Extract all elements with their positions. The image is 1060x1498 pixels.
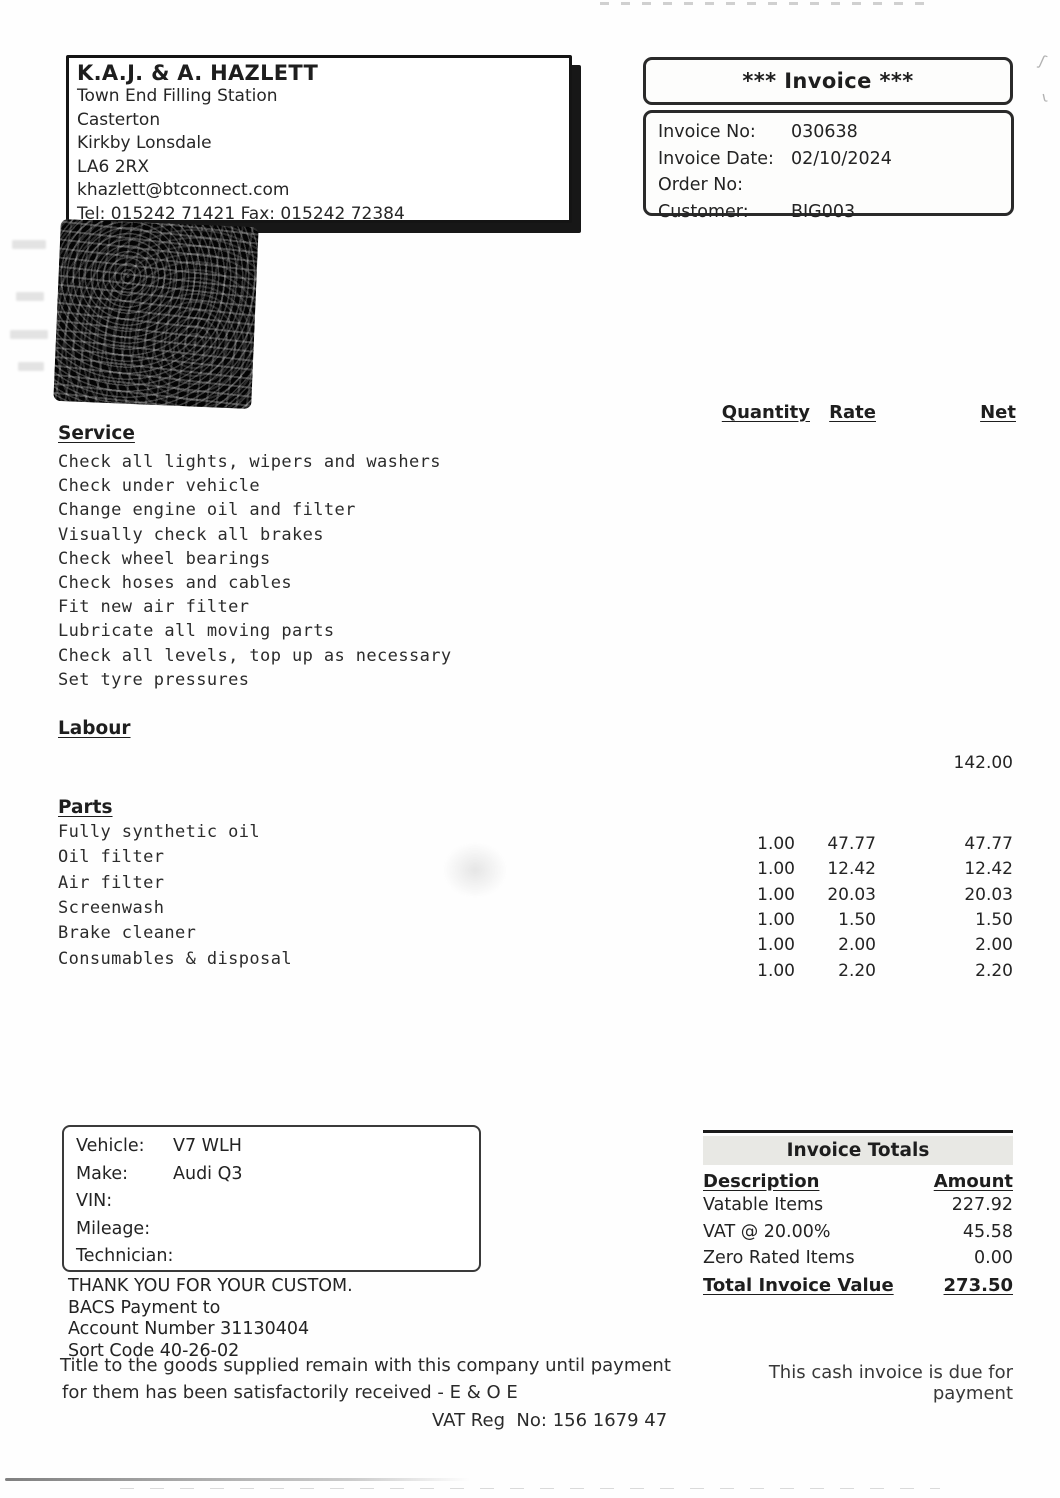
invoice-number-label: Invoice No:: [658, 122, 756, 142]
mileage-row: [76, 1216, 479, 1244]
part-quantity: 1.00: [757, 910, 795, 930]
service-item: Check all levels, top up as necessary: [58, 645, 452, 666]
service-item: Check wheel bearings: [58, 548, 271, 569]
make-row: [76, 1161, 479, 1189]
company-address-line: Casterton: [77, 109, 161, 130]
totals-row-amount: 227.92: [951, 1195, 1013, 1215]
scan-ghost-mark: [12, 240, 46, 249]
invoice-date-value: 02/10/2024: [791, 148, 892, 169]
part-net: 2.00: [975, 935, 1013, 955]
invoice-totals-panel: [703, 1130, 1013, 1300]
part-quantity: 1.00: [757, 935, 795, 955]
part-rate: 47.77: [827, 834, 876, 854]
redacted-customer-address: [53, 219, 258, 409]
technician-row: [76, 1243, 479, 1271]
vehicle-row: [76, 1133, 479, 1161]
totals-row-amount: 45.58: [962, 1221, 1013, 1242]
totals-header-row: [703, 1171, 1013, 1192]
company-address-box: [66, 55, 572, 223]
vehicle-value: V7 WLH: [173, 1136, 242, 1156]
section-heading-labour: Labour: [58, 718, 131, 739]
company-address-line: Town End Filling Station: [77, 86, 278, 106]
scan-ghost-mark: [10, 330, 48, 339]
company-email: khazlett@btconnect.com: [77, 180, 290, 200]
scan-artifact-line: [5, 1478, 470, 1481]
totals-amount-header: Amount: [933, 1171, 1013, 1192]
totals-row-label: Zero Rated Items: [703, 1248, 855, 1268]
totals-row-vatable: [703, 1192, 1013, 1219]
vehicle-details-box: [62, 1125, 481, 1272]
part-quantity: 1.00: [757, 834, 795, 854]
part-name: Oil filter: [58, 847, 165, 867]
vin-label: VIN:: [76, 1191, 113, 1212]
sort-code-text: Sort Code 40-26-02: [68, 1340, 240, 1361]
customer-row: [658, 199, 1011, 226]
invoice-title: *** Invoice ***: [742, 69, 914, 93]
part-name: Brake cleaner: [58, 923, 197, 943]
pen-mark: ʃ: [1036, 51, 1049, 71]
totals-description-header: Description: [703, 1171, 820, 1192]
customer-label: Customer:: [658, 201, 749, 222]
service-item: Fit new air filter: [58, 597, 250, 618]
customer-value: BIG003: [791, 201, 856, 222]
part-net: 1.50: [975, 910, 1013, 930]
scan-artifact-top: [600, 2, 930, 5]
vehicle-label: Vehicle:: [76, 1136, 145, 1156]
totals-row-vat: [703, 1219, 1013, 1246]
bacs-text: BACS Payment to: [68, 1297, 221, 1318]
totals-row-zero-rated: [703, 1245, 1013, 1272]
part-name: Fully synthetic oil: [58, 822, 261, 842]
section-heading-service: Service: [58, 423, 135, 444]
invoice-details-box: [643, 110, 1014, 222]
part-rate: 12.42: [827, 859, 876, 879]
column-header-rate: Rate: [829, 402, 876, 423]
company-address-line: LA6 2RX: [77, 156, 149, 177]
part-name: Air filter: [58, 873, 165, 893]
service-item: Visually check all brakes: [58, 524, 324, 545]
terms-line-1: Title to the goods supplied remain with this company until payment: [60, 1355, 671, 1376]
company-address-line: Kirkby Lonsdale: [77, 133, 212, 153]
scan-ghost-mark: [18, 362, 44, 371]
totals-row-label: VAT @ 20.00%: [703, 1221, 831, 1242]
thank-you-text: THANK YOU FOR YOUR CUSTOM.: [68, 1276, 353, 1296]
mileage-label: Mileage:: [76, 1218, 151, 1239]
order-number-label: Order No:: [658, 175, 743, 195]
service-items-list: [58, 450, 452, 692]
part-quantity: 1.00: [757, 859, 795, 879]
part-rate: 2.00: [838, 935, 876, 955]
totals-row-label: Vatable Items: [703, 1195, 824, 1215]
part-rate: 20.03: [827, 885, 876, 905]
service-item: Check hoses and cables: [58, 573, 292, 594]
totals-title: Invoice Totals: [703, 1136, 1013, 1165]
totals-row-amount: 0.00: [974, 1248, 1013, 1268]
vat-reg-number: VAT Reg No: 156 1679 47: [432, 1410, 668, 1431]
part-quantity: 1.00: [757, 885, 795, 905]
totals-top-rule: [703, 1130, 1013, 1133]
invoice-number-value: 030638: [791, 122, 858, 142]
service-item: Set tyre pressures: [58, 669, 250, 690]
account-number-text: Account Number 31130404: [68, 1319, 310, 1339]
scan-smudge: [440, 840, 510, 900]
part-name: Consumables & disposal: [58, 949, 292, 969]
vin-row: [76, 1188, 479, 1216]
company-name: K.A.J. & A. HAZLETT: [77, 61, 319, 85]
cash-invoice-due-note: This cash invoice is due for payment: [768, 1362, 1013, 1404]
labour-net-amount: 142.00: [953, 753, 1013, 773]
part-net: 2.20: [975, 961, 1013, 981]
part-rate: 2.20: [838, 961, 876, 981]
part-rate: 1.50: [838, 910, 876, 930]
grand-total-amount: 273.50: [943, 1274, 1013, 1296]
invoice-date-label: Invoice Date:: [658, 148, 774, 169]
part-name: Screenwash: [58, 898, 165, 918]
payment-details-block: [68, 1276, 353, 1362]
service-item: Check all lights, wipers and washers: [58, 452, 441, 472]
invoice-number-row: [658, 119, 1011, 146]
service-item: Check under vehicle: [58, 476, 261, 497]
service-item: Lubricate all moving parts: [58, 621, 335, 642]
part-net: 47.77: [964, 834, 1013, 854]
part-net: 20.03: [964, 885, 1013, 905]
totals-grand-total-row: [703, 1272, 1013, 1300]
part-net: 12.42: [964, 859, 1013, 879]
part-quantity: 1.00: [757, 961, 795, 981]
make-value: Audi Q3: [173, 1163, 243, 1184]
service-item: Change engine oil and filter: [58, 500, 356, 521]
make-label: Make:: [76, 1163, 128, 1184]
invoice-date-row: [658, 146, 1011, 173]
technician-label: Technician:: [76, 1246, 174, 1267]
grand-total-label: Total Invoice Value: [703, 1274, 894, 1296]
column-header-net: Net: [980, 402, 1016, 423]
column-header-quantity: Quantity: [721, 402, 810, 423]
scan-artifact-line: [120, 1488, 940, 1489]
order-number-row: [658, 172, 1011, 199]
company-phone-fax: Tel: 015242 71421 Fax: 015242 72384: [77, 203, 405, 224]
terms-line-2: for them has been satisfactorily received - E & O E: [62, 1382, 518, 1403]
pen-mark: ɩ: [1040, 87, 1049, 107]
invoice-title-box: [643, 57, 1013, 105]
section-heading-parts: Parts: [58, 797, 113, 818]
scan-ghost-mark: [16, 292, 44, 301]
